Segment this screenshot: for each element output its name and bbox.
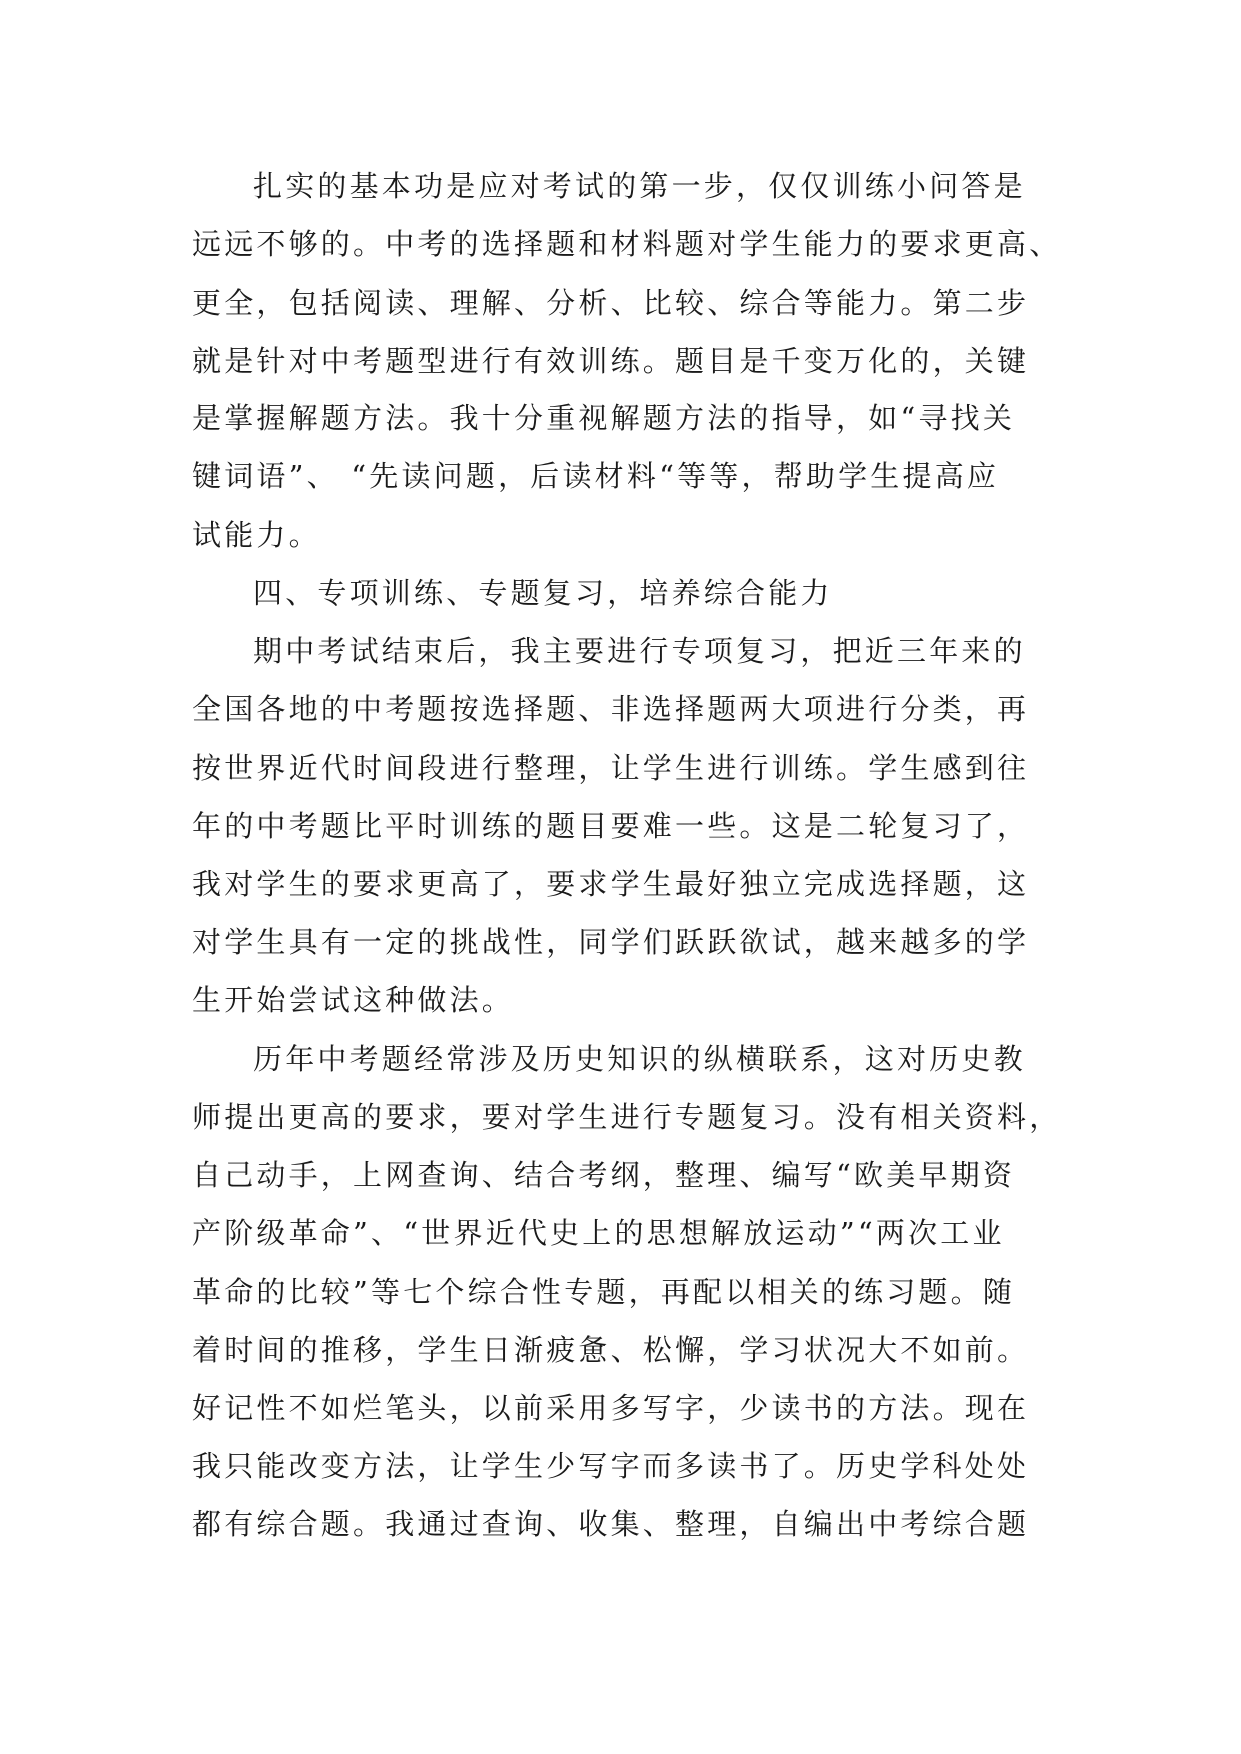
paragraph-line: 就是针对中考题型进行有效训练。题目是千变万化的，关键 (192, 344, 1030, 378)
paragraph-line: 生开始尝试这种做法。 (192, 983, 515, 1017)
section-heading: 四、专项训练、专题复习，培养综合能力 (253, 576, 833, 610)
paragraph-line: 自己动手，上网查询、结合考纲，整理、编写“欧美早期资 (192, 1158, 1016, 1192)
paragraph-line: 是掌握解题方法。我十分重视解题方法的指导，如“寻找关 (192, 401, 1016, 435)
paragraph-line: 历年中考题经常涉及历史知识的纵横联系，这对历史教 (253, 1042, 1026, 1076)
paragraph-line: 全国各地的中考题按选择题、非选择题两大项进行分类，再 (192, 692, 1030, 726)
paragraph-line: 都有综合题。我通过查询、收集、整理，自编出中考综合题 (192, 1507, 1030, 1541)
paragraph-line: 期中考试结束后，我主要进行专项复习，把近三年来的 (253, 634, 1026, 668)
paragraph-line: 更全，包括阅读、理解、分析、比较、综合等能力。第二步 (192, 286, 1030, 320)
paragraph-line: 键词语”、 “先读问题，后读材料“等等，帮助学生提高应 (192, 459, 1000, 493)
paragraph-line: 我只能改变方法，让学生少写字而多读书了。历史学科处处 (192, 1449, 1030, 1483)
paragraph-line: 试能力。 (192, 518, 321, 552)
paragraph-line: 革命的比较”等七个综合性专题，再配以相关的练习题。随 (192, 1275, 1016, 1309)
paragraph-line: 着时间的推移，学生日渐疲惫、松懈，学习状况大不如前。 (192, 1333, 1030, 1367)
paragraph-line: 师提出更高的要求，要对学生进行专题复习。没有相关资料， (192, 1100, 1062, 1134)
paragraph-line: 扎实的基本功是应对考试的第一步，仅仅训练小问答是 (253, 169, 1026, 203)
paragraph-line: 产阶级革命”、“世界近代史上的思想解放运动”“两次工业 (192, 1216, 1005, 1250)
paragraph-line: 年的中考题比平时训练的题目要难一些。这是二轮复习了， (192, 809, 1030, 843)
paragraph-line: 好记性不如烂笔头，以前采用多写字，少读书的方法。现在 (192, 1391, 1030, 1425)
paragraph-line: 按世界近代时间段进行整理，让学生进行训练。学生感到往 (192, 751, 1030, 785)
paragraph-line: 我对学生的要求更高了，要求学生最好独立完成选择题，这 (192, 867, 1030, 901)
paragraph-line: 对学生具有一定的挑战性，同学们跃跃欲试，越来越多的学 (192, 925, 1030, 959)
paragraph-line: 远远不够的。中考的选择题和材料题对学生能力的要求更高、 (192, 227, 1062, 261)
